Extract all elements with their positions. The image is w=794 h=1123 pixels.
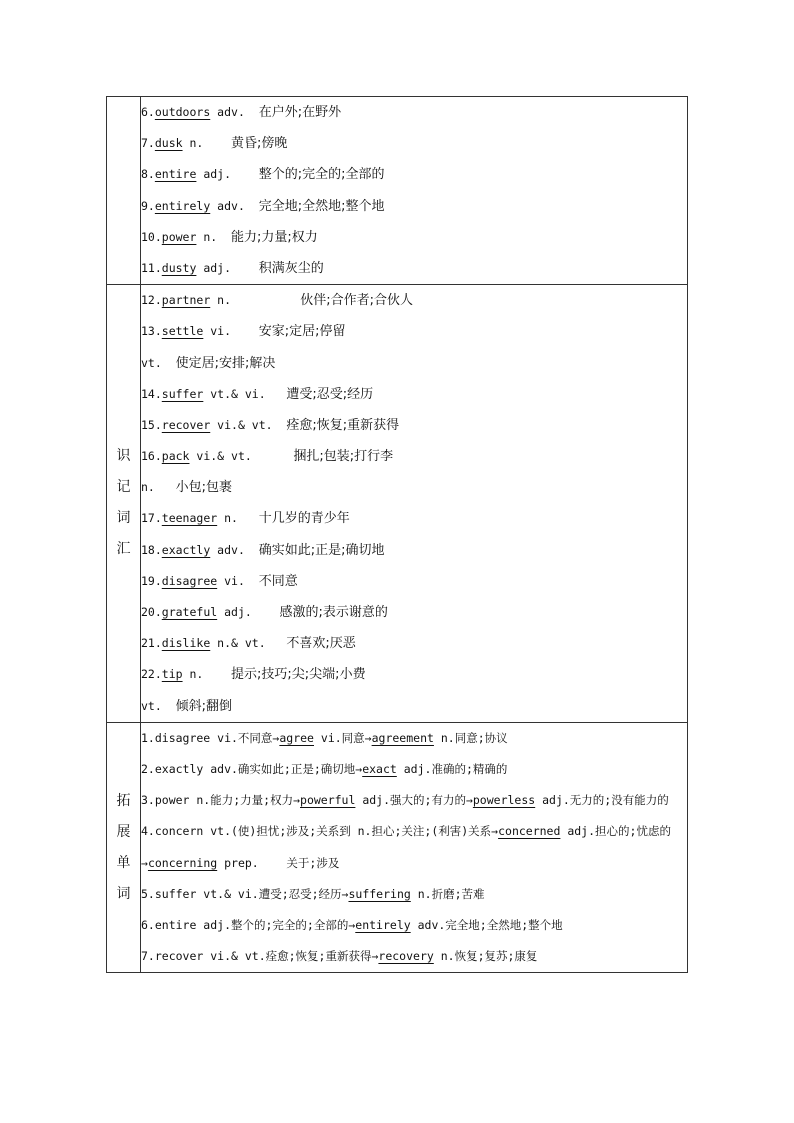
entry-number: 19. <box>141 573 162 588</box>
entry-number: 13. <box>141 324 162 339</box>
entry-word: pack <box>161 449 190 464</box>
expand-derived-word: exact <box>362 761 397 776</box>
vocab-entry <box>141 348 687 379</box>
section-label-cell-1 <box>107 97 141 285</box>
entry-number: 17. <box>141 511 162 526</box>
expand-base: 1.disagree vi.不同意→ <box>141 730 280 745</box>
entry-word: exactly <box>161 542 211 557</box>
entry-meaning: 小包;包裹 <box>175 480 233 496</box>
section-row-2 <box>107 285 688 723</box>
expand-base: 2.exactly adv.确实如此;正是;确切地→ <box>141 761 363 776</box>
entry-gap <box>203 659 231 690</box>
entry-part-of-speech: n. <box>141 480 155 495</box>
section-content-1 <box>141 97 688 285</box>
vocab-entry <box>141 566 687 597</box>
entry-word: teenager <box>161 511 218 526</box>
section-row-1 <box>107 97 688 285</box>
entry-gap <box>162 691 176 722</box>
entry-gap <box>217 222 231 253</box>
entry-part-of-speech: vi.& vt. <box>189 449 252 464</box>
expand-base: 6.entire adj.整个的;完全的;全部的→ <box>141 917 356 932</box>
vocab-entry <box>141 472 687 503</box>
entry-word: recover <box>161 417 211 432</box>
entry-number: 7. <box>141 136 155 151</box>
expand-middle: adj.准确的;精确的 <box>396 761 508 776</box>
section-label-char: 词 <box>116 510 131 527</box>
entry-meaning: 不同意 <box>258 573 298 589</box>
vocabulary-table <box>106 96 688 973</box>
expand-derived-word: suffering <box>348 886 411 901</box>
entry-gap <box>203 128 231 159</box>
vocab-entry <box>141 97 687 128</box>
entry-number: 12. <box>141 293 162 308</box>
entry-gap <box>155 472 176 503</box>
expand-entry <box>141 816 687 878</box>
vocab-entry <box>141 659 687 690</box>
entry-part-of-speech: adj. <box>217 605 252 619</box>
vocab-entry <box>141 191 687 222</box>
entry-word: entirely <box>154 198 211 213</box>
expand-entry <box>141 879 687 910</box>
expand-entry <box>141 941 687 972</box>
entry-gap <box>162 348 176 379</box>
expand-base: 5.suffer vt.& vi.遭受;忍受;经历→ <box>141 886 349 901</box>
entry-gap <box>231 316 259 347</box>
expand-derived-word: agreement <box>371 730 434 745</box>
entry-word: entire <box>154 167 197 182</box>
section-content-3 <box>141 722 688 973</box>
vocab-entry <box>141 159 687 190</box>
vocab-entry <box>141 128 687 159</box>
expand-entry <box>141 723 687 754</box>
expand-base: 4.concern vt.(使)担忧;涉及;关系到 n.担心;关注;(利害)关系→ <box>141 824 499 839</box>
entry-number: 21. <box>141 636 162 651</box>
entry-number: 15. <box>141 417 162 432</box>
entry-gap <box>252 441 294 472</box>
expand-entry <box>141 754 687 785</box>
section-label-char: 展 <box>116 823 131 840</box>
section-label-cell-2 <box>107 285 141 723</box>
section-label-char: 汇 <box>116 541 131 558</box>
entry-number: 11. <box>141 260 162 275</box>
vocab-entry <box>141 691 687 722</box>
entry-word: settle <box>161 324 204 339</box>
expand-base: 3.power n.能力;力量;权力→ <box>141 793 301 808</box>
expand-derived-word: concerned <box>498 824 561 839</box>
entry-part-of-speech: adv. <box>210 542 245 557</box>
entry-meaning: 痊愈;恢复;重新获得 <box>286 417 400 433</box>
expand-tail: n.同意;协议 <box>433 730 508 745</box>
entry-meaning: 整个的;完全的;全部的 <box>258 167 385 183</box>
entry-word: dusk <box>154 136 183 151</box>
entry-part-of-speech: adj. <box>196 260 232 275</box>
entry-word: dusty <box>161 260 197 275</box>
vocab-entry <box>141 628 687 659</box>
entry-part-of-speech: vt. <box>141 698 162 713</box>
vocab-entry <box>141 503 687 534</box>
expand-entry <box>141 785 687 816</box>
entry-word: suffer <box>161 386 204 401</box>
entry-part-of-speech: vt.& vi. <box>203 386 266 401</box>
entry-gap <box>231 285 300 316</box>
entry-part-of-speech: vt. <box>141 355 162 370</box>
entry-part-of-speech: n. <box>196 229 218 244</box>
entry-part-of-speech: vi. <box>203 324 232 339</box>
entry-meaning: 安家;定居;停留 <box>258 324 346 340</box>
entry-word: disagree <box>161 573 218 588</box>
expand-middle: adj.强大的;有力的→ <box>355 793 473 808</box>
section-label-cell-3 <box>107 722 141 973</box>
vocab-entry <box>141 253 687 284</box>
entry-gap <box>238 503 259 534</box>
entry-meaning: 确实如此;正是;确切地 <box>258 542 385 558</box>
entry-part-of-speech: n. <box>210 293 232 308</box>
entry-word: grateful <box>161 605 218 619</box>
section-content-2 <box>141 285 688 723</box>
section-label-char: 记 <box>116 479 131 496</box>
vocab-entry <box>141 410 687 441</box>
entry-meaning: 捆扎;包装;打行李 <box>293 449 394 465</box>
entry-meaning: 伙伴;合作者;合伙人 <box>300 293 414 309</box>
expand-entry <box>141 910 687 941</box>
expand-base: 7.recover vi.& vt.痊愈;恢复;重新获得→ <box>141 949 379 964</box>
entry-part-of-speech: n. <box>182 136 204 151</box>
entry-word: tip <box>161 667 183 682</box>
entry-part-of-speech: vi.& vt. <box>210 417 273 432</box>
entry-gap <box>245 191 259 222</box>
vocab-entry <box>141 285 687 316</box>
entry-number: 20. <box>141 605 162 619</box>
entry-number: 22. <box>141 667 162 682</box>
entry-word: partner <box>161 293 211 308</box>
expand-middle: n.恢复;复苏;康复 <box>433 949 538 964</box>
entry-meaning: 能力;力量;权力 <box>231 229 318 245</box>
expand-derived-word: concerning <box>147 855 218 870</box>
vocab-entry <box>141 316 687 347</box>
entry-meaning: 十几岁的青少年 <box>258 511 350 527</box>
entry-gap <box>266 628 287 659</box>
vocab-entry <box>141 535 687 566</box>
entry-part-of-speech: n.& vt. <box>210 636 266 651</box>
entry-number: 8. <box>141 167 155 182</box>
entry-meaning: 使定居;安排;解决 <box>175 355 276 371</box>
expand-derived-word: agree <box>279 730 314 745</box>
section-label-char: 单 <box>116 854 131 871</box>
entry-meaning: 遭受;忍受;经历 <box>286 386 374 402</box>
entry-part-of-speech: n. <box>217 511 238 526</box>
vocab-entry <box>141 379 687 410</box>
entry-part-of-speech: adv. <box>210 198 245 213</box>
entry-meaning: 感激的;表示谢意的 <box>279 605 388 620</box>
expand-middle: n.折磨;苦难 <box>410 886 485 901</box>
entry-gap <box>245 535 259 566</box>
entry-meaning: 积满灰尘的 <box>258 260 324 276</box>
expand-middle: adj.担心的;忧虑的→ <box>141 824 671 870</box>
expand-tail: adj.无力的;没有能力的 <box>535 793 669 808</box>
entry-meaning: 完全地;全然地;整个地 <box>258 198 385 214</box>
entry-part-of-speech: adj. <box>196 167 232 182</box>
entry-number: 14. <box>141 386 162 401</box>
expand-tail: prep. 关于;涉及 <box>217 855 340 870</box>
section-row-3 <box>107 722 688 973</box>
section-label-char: 识 <box>116 448 131 465</box>
expand-middle: adv.完全地;全然地;整个地 <box>410 917 563 932</box>
entry-gap <box>231 253 259 284</box>
entry-gap <box>231 159 259 190</box>
section-label-char: 拓 <box>116 792 131 809</box>
entry-gap <box>252 597 280 628</box>
entry-word: outdoors <box>154 105 211 119</box>
entry-meaning: 在户外;在野外 <box>258 105 342 120</box>
entry-part-of-speech: adv. <box>210 105 245 119</box>
vocab-entry <box>141 222 687 253</box>
section-label-char: 词 <box>116 885 131 902</box>
expand-derived-word: recovery <box>378 949 434 964</box>
entry-number: 10. <box>141 229 162 244</box>
entry-number: 6. <box>141 105 155 119</box>
entry-meaning: 黄昏;傍晚 <box>231 136 288 152</box>
entry-number: 18. <box>141 542 162 557</box>
vocab-entry <box>141 441 687 472</box>
vocab-entry <box>141 597 687 628</box>
expand-derived-word: powerless <box>472 793 536 808</box>
entry-part-of-speech: n. <box>182 667 204 682</box>
entry-gap <box>245 566 259 597</box>
entry-gap <box>245 97 259 128</box>
expand-derived-word: powerful <box>300 793 356 808</box>
entry-part-of-speech: vi. <box>217 573 245 588</box>
entry-gap <box>266 379 287 410</box>
entry-word: power <box>161 229 197 244</box>
entry-number: 16. <box>141 449 162 464</box>
entry-meaning: 不喜欢;厌恶 <box>286 636 356 652</box>
entry-word: dislike <box>161 636 211 651</box>
entry-meaning: 提示;技巧;尖;尖端;小费 <box>231 667 366 683</box>
expand-middle: vi.同意→ <box>313 730 372 745</box>
expand-derived-word: entirely <box>355 917 411 932</box>
entry-gap <box>273 410 287 441</box>
entry-meaning: 倾斜;翻倒 <box>175 698 233 714</box>
entry-number: 9. <box>141 198 155 213</box>
